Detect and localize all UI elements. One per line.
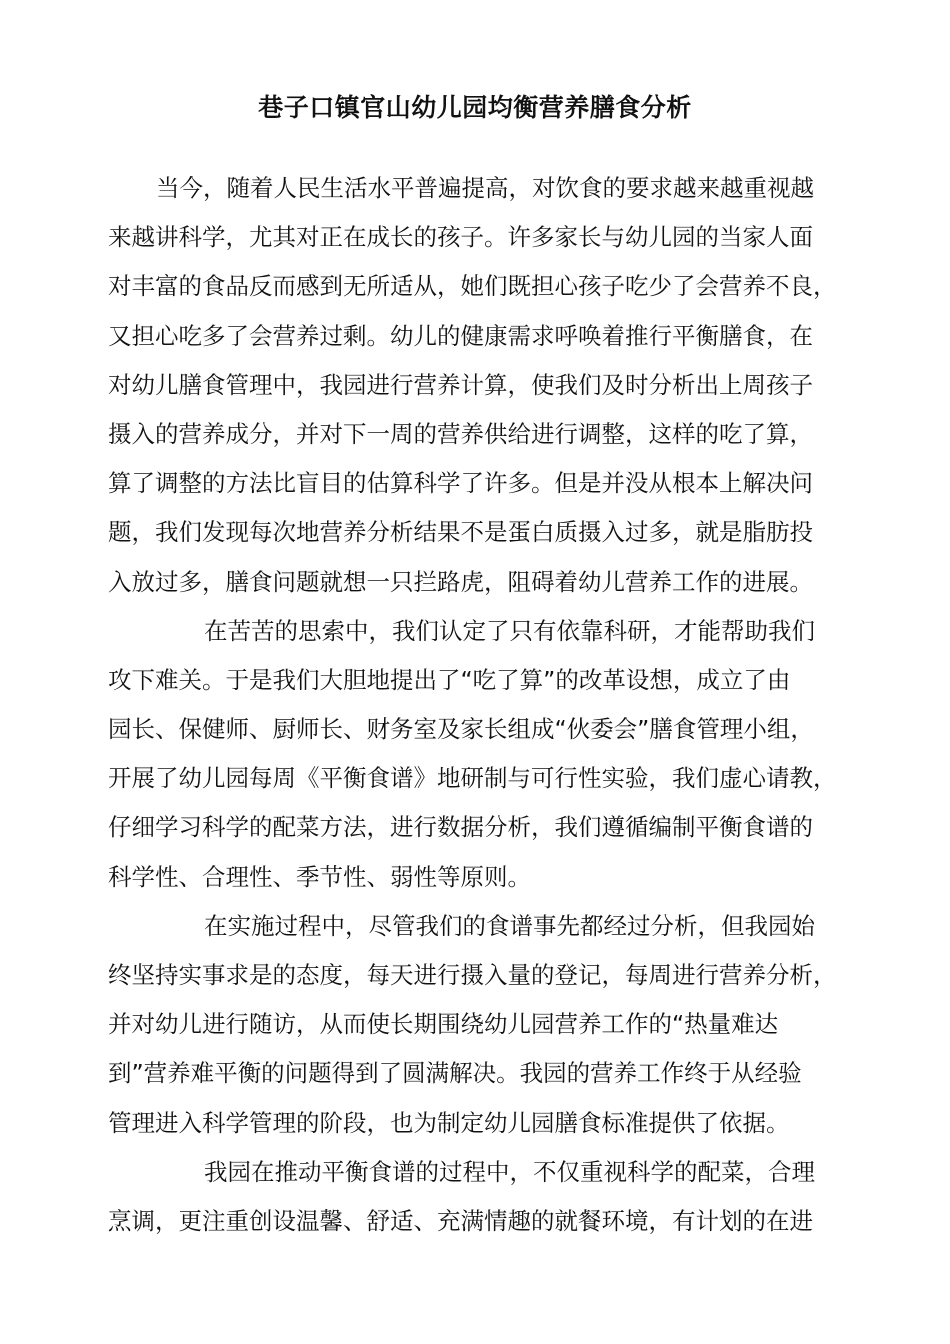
text-line: 算了调整的方法比盲目的估算科学了许多。但是并没从根本上解决问 bbox=[108, 469, 813, 498]
text-line: 仔细学习科学的配菜方法，进行数据分析，我们遵循编制平衡食谱的 bbox=[108, 813, 813, 842]
text-line: 摄入的营养成分，并对下一周的营养供给进行调整，这样的吃了算， bbox=[108, 419, 813, 448]
text-line: 又担心吃多了会营养过剩。幼儿的健康需求呼唤着推行平衡膳食，在 bbox=[108, 321, 813, 350]
text-line: 管理进入科学管理的阶段，也为制定幼儿园膳食标准提供了依据。 bbox=[108, 1108, 790, 1137]
text-line: 科学性、合理性、季节性、弱性等原则。 bbox=[108, 862, 531, 891]
text-line: 园长、保健师、厨师长、财务室及家长组成“伙委会”膳食管理小组， bbox=[108, 715, 814, 744]
text-line: 攻下难关。于是我们大胆地提出了“吃了算”的改革设想，成立了由 bbox=[108, 665, 791, 694]
text-line: 烹调，更注重创设温馨、舒适、充满情趣的就餐环境，有计划的在进 bbox=[108, 1206, 813, 1235]
text-line: 并对幼儿进行随访，从而使长期围绕幼儿园营养工作的“热量难达 bbox=[108, 1010, 779, 1039]
text-line: 来越讲科学，尤其对正在成长的孩子。许多家长与幼儿园的当家人面 bbox=[108, 223, 813, 252]
text-line: 开展了幼儿园每周《平衡食谱》地研制与可行性实验，我们虚心请教， bbox=[108, 764, 837, 793]
text-line: 对幼儿膳食管理中，我园进行营养计算，使我们及时分析出上周孩子 bbox=[108, 370, 813, 399]
text-line: 当今，随着人民生活水平普遍提高，对饮食的要求越来越重视越 bbox=[156, 174, 814, 202]
text-line: 终坚持实事求是的态度，每天进行摄入量的登记，每周进行营养分析， bbox=[108, 961, 837, 989]
text-line: 在苦苦的思索中，我们认定了只有依靠科研，才能帮助我们 bbox=[204, 616, 815, 645]
text-line: 题，我们发现每次地营养分析结果不是蛋白质摄入过多，就是脂肪投 bbox=[108, 518, 813, 547]
text-line: 在实施过程中，尽管我们的食谱事先都经过分析，但我园始 bbox=[204, 911, 815, 940]
document-title: 巷子口镇官山幼儿园均衡营养膳食分析 bbox=[258, 93, 692, 122]
text-line: 到”营养难平衡的问题得到了圆满解决。我园的营养工作终于从经验 bbox=[108, 1059, 802, 1088]
text-line: 我园在推动平衡食谱的过程中，不仅重视科学的配菜，合理 bbox=[204, 1157, 815, 1186]
document-body bbox=[108, 164, 838, 1246]
text-line: 入放过多，膳食问题就想一只拦路虎，阻碍着幼儿营养工作的进展。 bbox=[108, 567, 813, 596]
text-line: 对丰富的食品反而感到无所适从，她们既担心孩子吃少了会营养不良， bbox=[108, 272, 837, 301]
